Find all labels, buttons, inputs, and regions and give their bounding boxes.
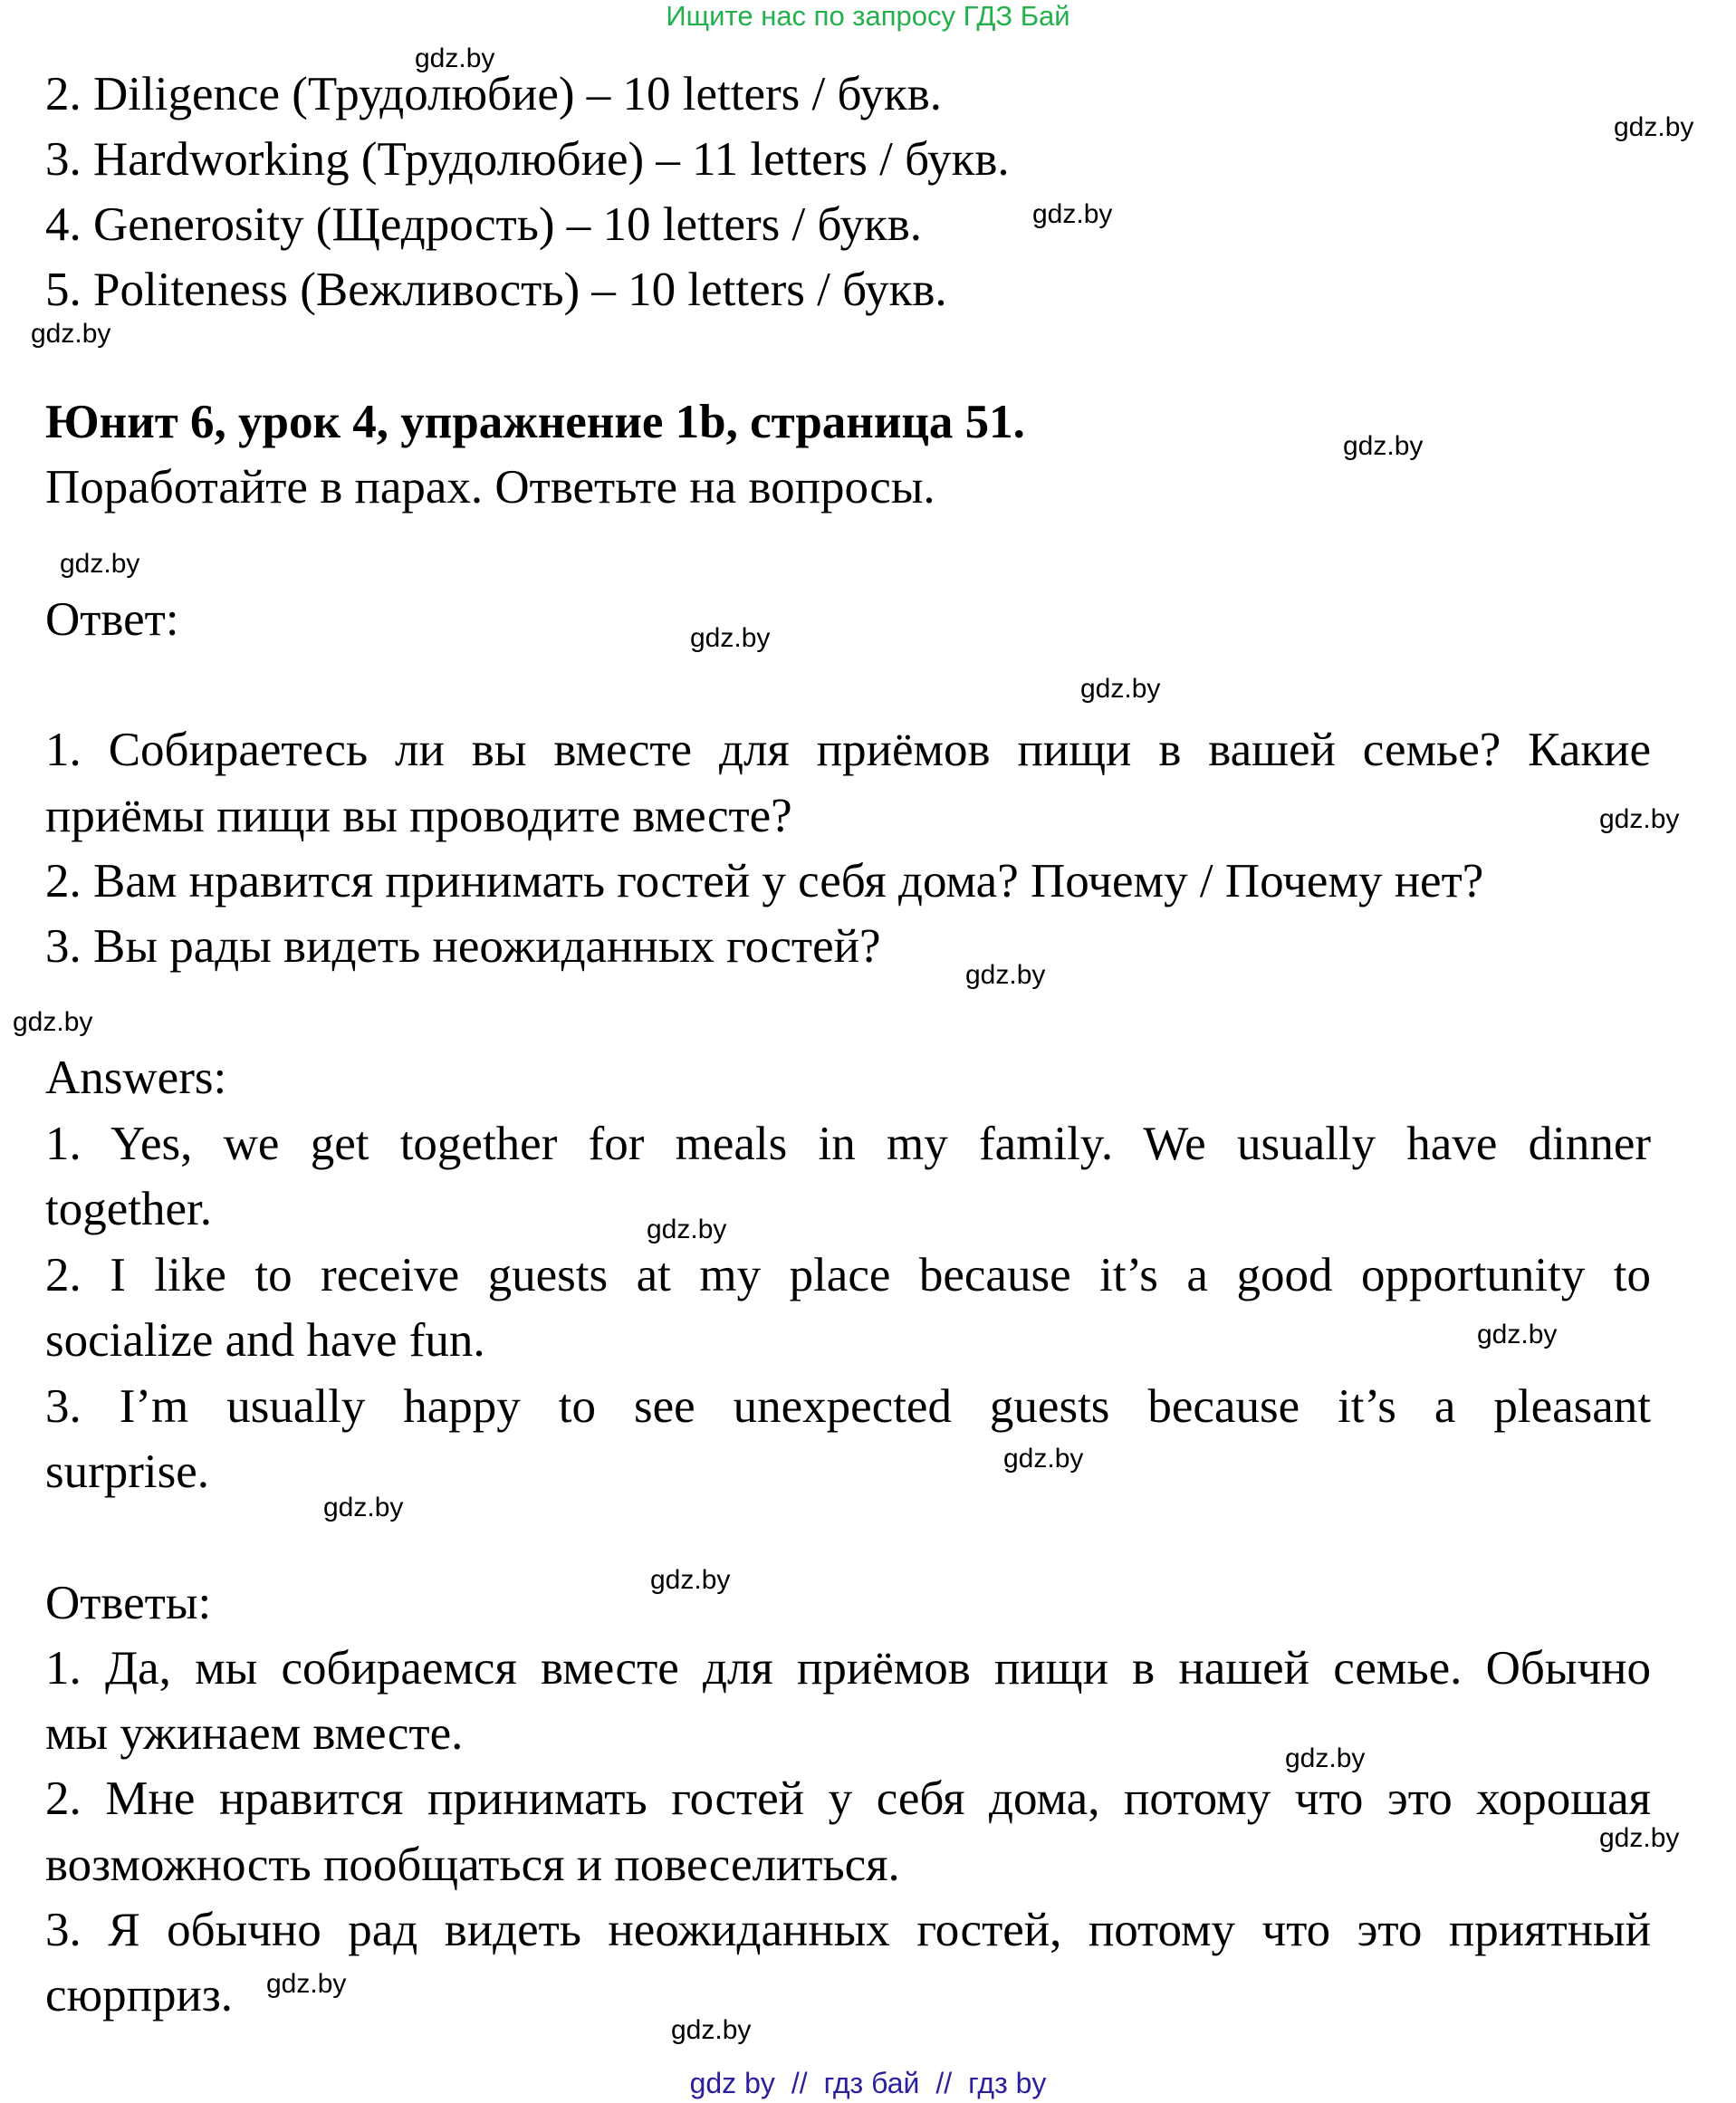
watermark: gdz.by	[650, 1565, 731, 1595]
watermark: gdz.by	[1343, 431, 1424, 461]
question-line: 3. Вы рады видеть неожиданных гостей?	[45, 920, 881, 973]
list-item: 2. Diligence (Трудолюбие) – 10 letters / букв.	[45, 68, 942, 120]
answer-en-line: 1. Yes, we get together for meals in my family. We usually have dinner	[45, 1118, 1651, 1170]
exercise-heading: Юнит 6, урок 4, упражнение 1b, страница 51.	[45, 396, 1025, 448]
answer-en-line: 2. I like to receive guests at my place because it’s a good opportunity to	[45, 1249, 1651, 1301]
answers-ru-label: Ответы:	[45, 1577, 212, 1629]
watermark: gdz.by	[60, 549, 140, 579]
answer-ru-line: 2. Мне нравится принимать гостей у себя дома, потому что это хорошая	[45, 1772, 1651, 1825]
top-banner: Ищите нас по запросу ГДЗ Бай	[666, 0, 1070, 32]
watermark: gdz.by	[1032, 199, 1113, 229]
watermark: gdz.by	[1477, 1320, 1558, 1349]
watermark: gdz.by	[415, 43, 495, 73]
list-item: 3. Hardworking (Трудолюбие) – 11 letters / букв.	[45, 133, 1010, 186]
watermark: gdz.by	[1599, 1823, 1680, 1853]
answer-en-line: 3. I’m usually happy to see unexpected guests because it’s a pleasant	[45, 1380, 1651, 1433]
answer-en-line: surprise.	[45, 1445, 210, 1498]
watermark: gdz.by	[965, 960, 1046, 990]
answer-ru-line: сюрприз.	[45, 1969, 234, 2021]
answer-ru-line: мы ужинаем вместе.	[45, 1707, 464, 1760]
watermark: gdz.by	[647, 1215, 727, 1244]
answer-ru-line: 3. Я обычно рад видеть неожиданных гостей, потому что это приятный	[45, 1904, 1651, 1956]
watermark: gdz.by	[266, 1969, 347, 1999]
footer-separator: //	[791, 2067, 808, 2099]
watermark: gdz.by	[1285, 1743, 1366, 1773]
question-line: 2. Вам нравится принимать гостей у себя дома? Почему / Почему нет?	[45, 855, 1484, 907]
watermark: gdz.by	[671, 2015, 752, 2045]
watermark: gdz.by	[1003, 1444, 1084, 1474]
footer-links	[0, 2065, 1736, 2101]
answer-en-line: socialize and have fun.	[45, 1314, 485, 1367]
footer-link-gdz-by-ru[interactable]: гдз by	[968, 2067, 1047, 2099]
question-line: приёмы пищи вы проводите вместе?	[45, 790, 792, 842]
footer-link-gdz-by[interactable]: gdz by	[689, 2067, 775, 2099]
watermark: gdz.by	[1614, 112, 1694, 142]
exercise-task: Поработайте в парах. Ответьте на вопросы.	[45, 461, 935, 514]
watermark: gdz.by	[13, 1007, 93, 1037]
answer-ru-line: 1. Да, мы собираемся вместе для приёмов пищи в нашей семье. Обычно	[45, 1642, 1651, 1695]
answer-ru-line: возможность пообщаться и повеселиться.	[45, 1839, 900, 1891]
watermark: gdz.by	[690, 623, 771, 653]
answer-label: Ответ:	[45, 593, 179, 646]
footer-link-gdz-bai[interactable]: гдз бай	[823, 2067, 920, 2099]
list-item: 5. Politeness (Вежливость) – 10 letters / букв.	[45, 264, 947, 316]
answers-en-label: Answers:	[45, 1052, 227, 1104]
watermark: gdz.by	[323, 1493, 404, 1522]
list-item: 4. Generosity (Щедрость) – 10 letters / букв.	[45, 198, 922, 251]
watermark: gdz.by	[31, 319, 111, 349]
question-line: 1. Собираетесь ли вы вместе для приёмов пищи в вашей семье? Какие	[45, 724, 1651, 776]
watermark: gdz.by	[1599, 804, 1680, 834]
answer-en-line: together.	[45, 1183, 212, 1235]
footer-separator: //	[935, 2067, 953, 2099]
watermark: gdz.by	[1080, 674, 1161, 704]
